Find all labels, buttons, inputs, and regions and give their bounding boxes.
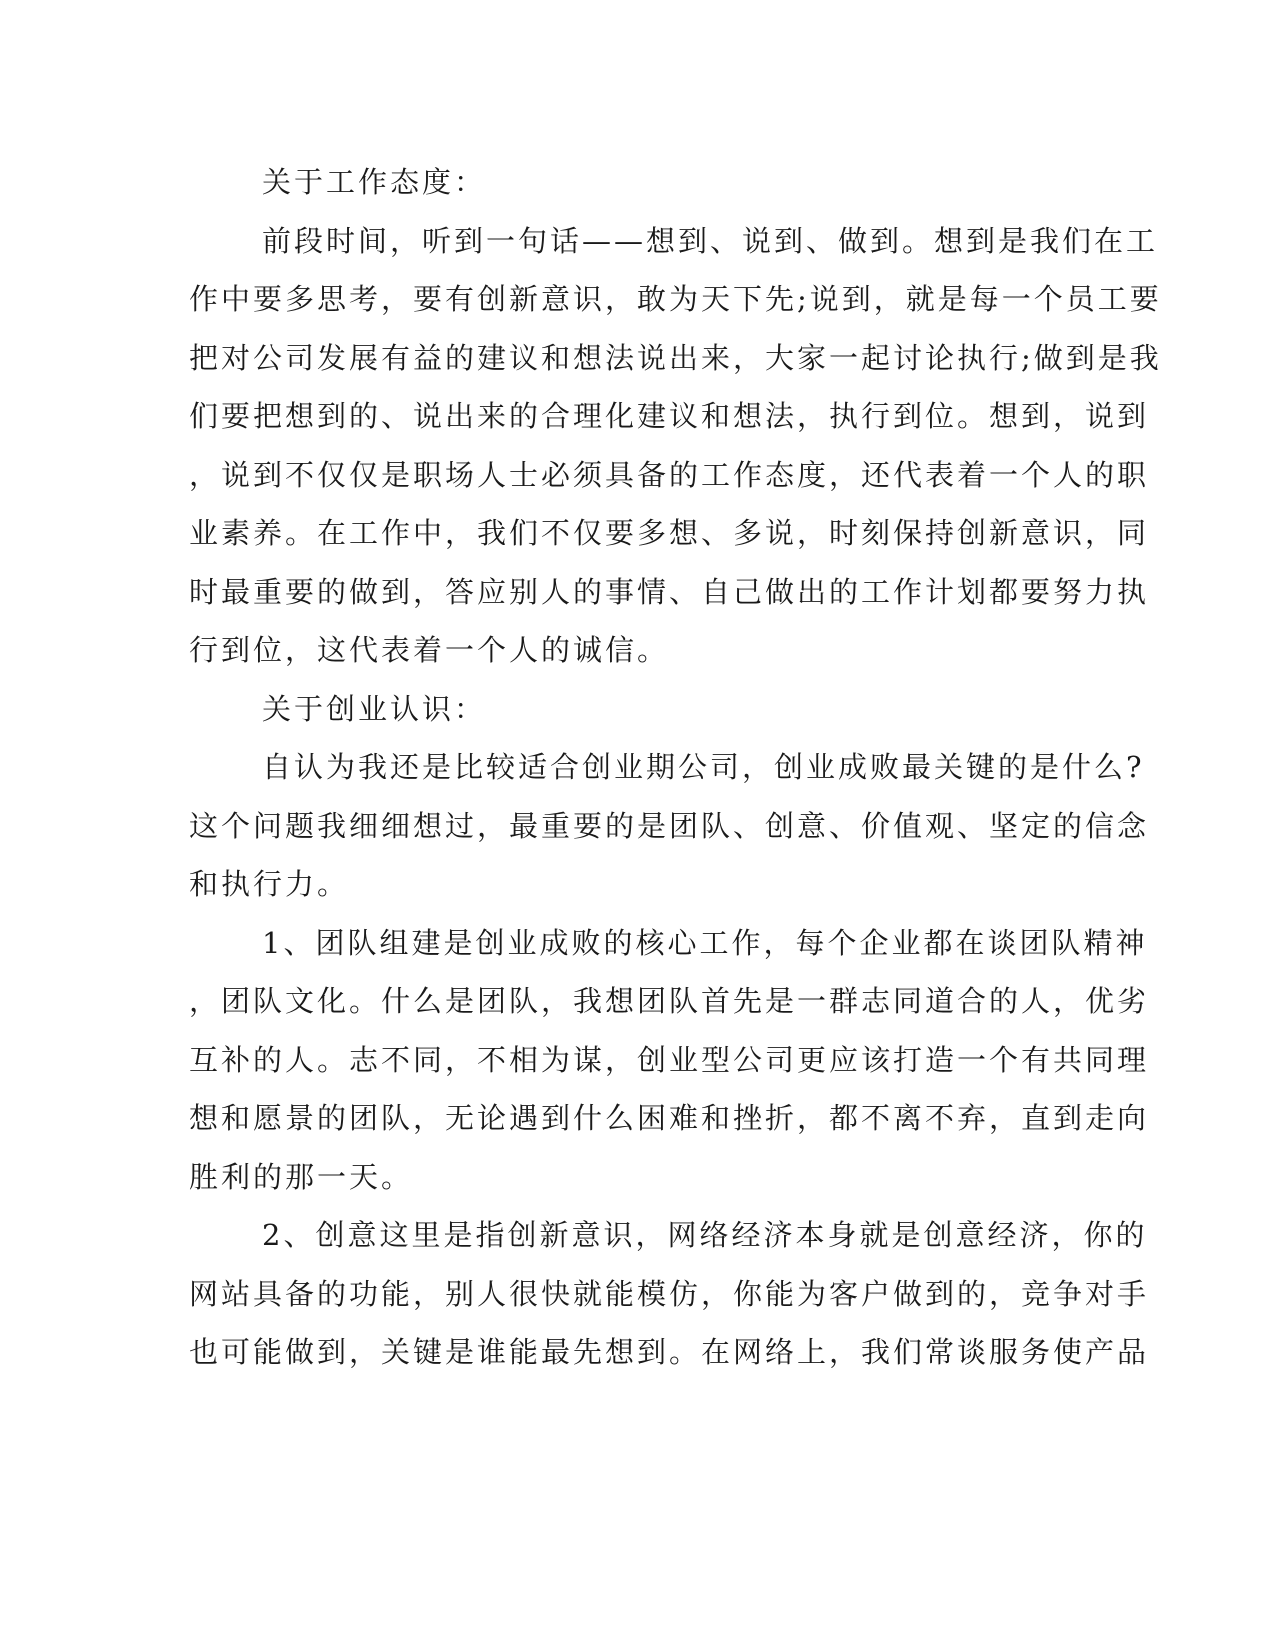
paragraph-line: 行到位，这代表着一个人的诚信。 <box>189 633 670 667</box>
paragraph-line: 把对公司发展有益的建议和想法说出来，大家一起讨论执行;做到是我 <box>189 341 1162 375</box>
section-heading-work-attitude: 关于工作态度： <box>262 165 487 199</box>
paragraph-line: 1、团队组建是创业成败的核心工作，每个企业都在谈团队精神 <box>262 926 1148 960</box>
paragraph-line: 网站具备的功能，别人很快就能模仿，你能为客户做到的，竞争对手 <box>189 1277 1150 1311</box>
paragraph-line: 们要把想到的、说出来的合理化建议和想法，执行到位。想到，说到 <box>189 399 1150 433</box>
section-heading-startup: 关于创业认识： <box>262 692 487 726</box>
paragraph-line: ，团队文化。什么是团队，我想团队首先是一群志同道合的人，优劣 <box>189 984 1150 1018</box>
paragraph-line: 作中要多思考，要有创新意识，敢为天下先;说到，就是每一个员工要 <box>189 282 1162 316</box>
paragraph-line: 也可能做到，关键是谁能最先想到。在网络上，我们常谈服务使产品 <box>189 1335 1150 1369</box>
paragraph-line: 时最重要的做到，答应别人的事情、自己做出的工作计划都要努力执 <box>189 575 1150 609</box>
paragraph-line: 自认为我还是比较适合创业期公司，创业成败最关键的是什么? <box>262 750 1145 784</box>
paragraph-line: 前段时间，听到一句话——想到、说到、做到。想到是我们在工 <box>262 224 1159 258</box>
paragraph-line: 互补的人。志不同，不相为谋，创业型公司更应该打造一个有共同理 <box>189 1043 1150 1077</box>
paragraph-line: 业素养。在工作中，我们不仅要多想、多说，时刻保持创新意识，同 <box>189 516 1150 550</box>
paragraph-line: 和执行力。 <box>189 867 350 901</box>
paragraph-line: 这个问题我细细想过，最重要的是团队、创意、价值观、坚定的信念 <box>189 809 1150 843</box>
paragraph-line: ，说到不仅仅是职场人士必须具备的工作态度，还代表着一个人的职 <box>189 458 1150 492</box>
paragraph-line: 2、创意这里是指创新意识，网络经济本身就是创意经济，你的 <box>262 1218 1148 1252</box>
paragraph-line: 胜利的那一天。 <box>189 1160 414 1194</box>
paragraph-line: 想和愿景的团队，无论遇到什么困难和挫折，都不离不弃，直到走向 <box>189 1101 1150 1135</box>
